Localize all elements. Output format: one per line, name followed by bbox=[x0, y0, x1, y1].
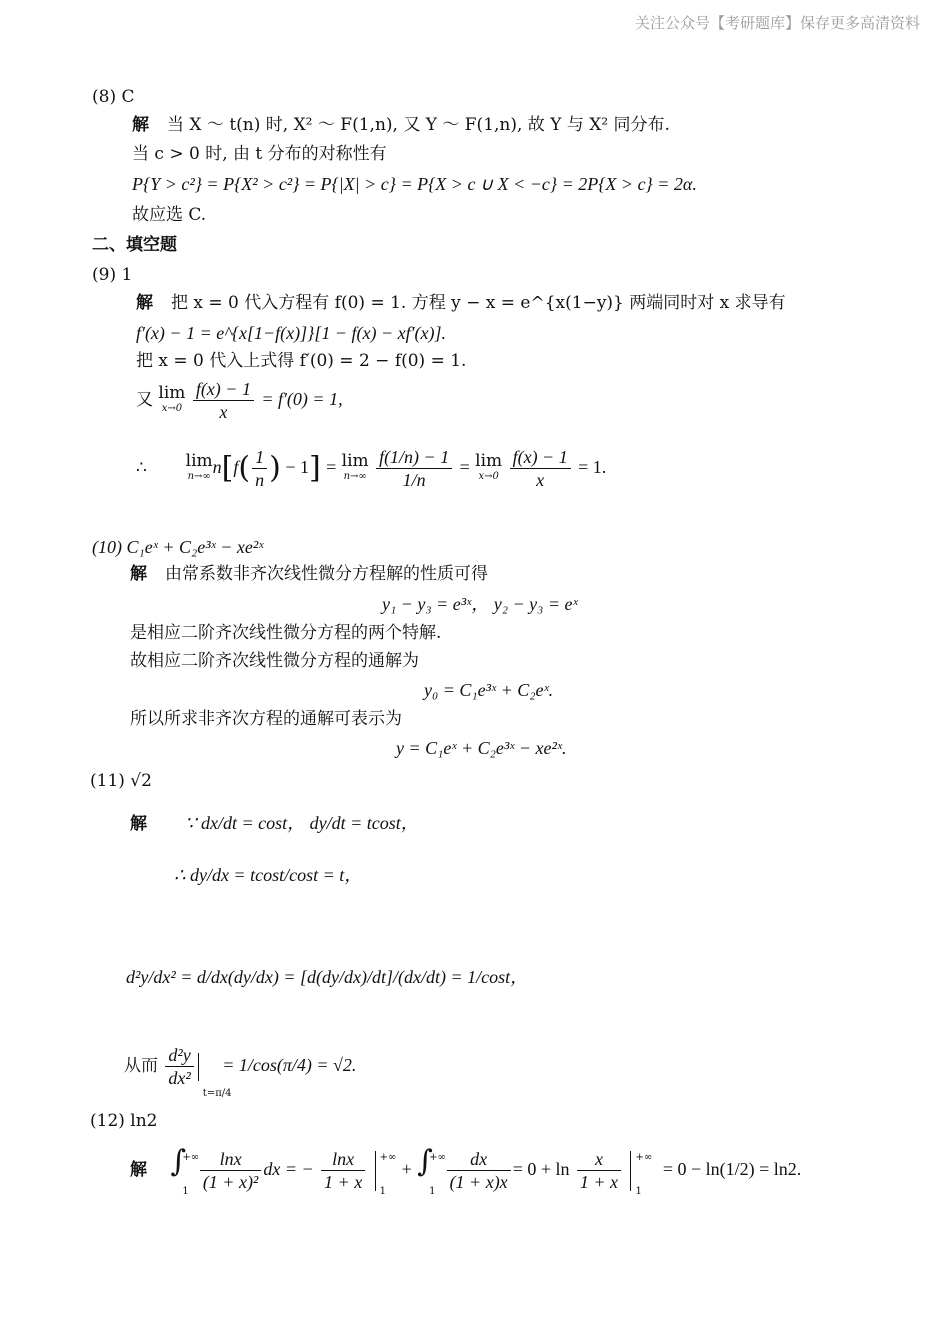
q12-eval-bar-2: +∞ 1 bbox=[630, 1151, 657, 1191]
q8-jie-label: 解 bbox=[132, 115, 149, 135]
q10-line-4: 故相应二阶齐次线性微分方程的通解为 bbox=[130, 651, 419, 671]
q11-line-4: 从而 $\frac{\text{d²y}}{\text{dx²}}$ t=π/4 = 1/cos(π/4) = √2. bbox=[124, 1045, 357, 1099]
q10-line-2: y₁ − y₃ = e³ˣ， y₂ − y₃ = eˣ bbox=[382, 594, 578, 614]
q10-heading: (10) C₁eˣ + C₂e³ˣ − xe²ˣ bbox=[92, 537, 264, 557]
q11-jie-label: 解 bbox=[130, 814, 147, 834]
q8-line-3: P{Y > c²} = P{X² > c²} = P{|X| > c} = P{X > c ∪ X < −c} = 2P{X > c} = 2α. bbox=[132, 174, 697, 194]
q8-heading: (8) C bbox=[92, 87, 135, 107]
q9-heading: (9) 1 bbox=[92, 265, 133, 285]
q10-line-1-text: 由常系数非齐次线性微分方程解的性质可得 bbox=[165, 564, 488, 584]
q12-integral-1: ∫ +∞ 1 bbox=[170, 1143, 200, 1197]
q9-line-4 bbox=[136, 378, 343, 423]
q12-integral-2: ∫ +∞ 1 bbox=[417, 1143, 446, 1197]
q9-line-5-frac2-num: f(x) − 1 bbox=[510, 446, 571, 469]
q9-line-5-numerator: f(1/n) − 1 bbox=[376, 446, 452, 469]
q9-line-4-fraction bbox=[193, 378, 254, 423]
q9-jie-label: 解 bbox=[136, 293, 153, 313]
q10-jie-label: 解 bbox=[130, 564, 147, 584]
q11-line-4-text: = 1/cos(π/4) = √2. bbox=[222, 1055, 357, 1075]
q8-line-4: 故应选 C. bbox=[132, 205, 207, 225]
q9-lim-operator: lim x→0 bbox=[158, 382, 186, 414]
q11-line-3: d²y/dx² = d/dx(dy/dx) = [d(dy/dx)/dt]/(dx/dt) = 1/cost， bbox=[126, 967, 529, 987]
watermark: 关注公众号【考研题库】保存更多高清资料 bbox=[634, 14, 920, 32]
q9-line-5-fraction: $\frac{f(1/n) - 1}{1/n}$ bbox=[376, 446, 452, 491]
q11-line-1 bbox=[130, 812, 419, 835]
q12-eval-bar-1: +∞ 1 bbox=[375, 1151, 402, 1191]
q8-line-1-text: 当 X ～ t(n) 时, X² ～ F(1,n), 又 Y ～ F(1,n), 故 Y 与 X² 同分布. bbox=[167, 115, 670, 135]
q9-line-4-rhs: = f′(0) = 1, bbox=[261, 389, 343, 409]
q11-line-2: ∴ dy/dx = tcost/cost = t， bbox=[174, 865, 363, 885]
q12-heading: (12) ln2 bbox=[90, 1111, 158, 1131]
q9-line-4-denominator: x bbox=[219, 402, 228, 422]
q9-lim-x: lim x→0 bbox=[475, 450, 503, 482]
q11-line-1-text: ∵ dx/dt = cost， dy/dt = tcost， bbox=[185, 813, 419, 833]
q12-line-1-rhs: = 0 − ln(1/2) = ln2. bbox=[662, 1159, 802, 1179]
q9-line-5-rhs: = 1. bbox=[578, 457, 607, 477]
q9-line-1 bbox=[136, 292, 786, 314]
section-title: 二、填空题 bbox=[92, 235, 177, 255]
q9-line-2: f′(x) − 1 = e^{x[1−f(x)]}[1 − f(x) − xf′(x)]. bbox=[136, 323, 446, 343]
q9-therefore: ∴ bbox=[136, 458, 147, 478]
q12-jie-label: 解 bbox=[130, 1160, 147, 1180]
q9-line-4-prefix: 又 bbox=[136, 390, 153, 410]
q12-line-1: 解 ∫ +∞ 1 $\frac{\ln x}{\text{(1 + x)²}}$ dx = − $\frac{\ln x}{1 + x}$ +∞ 1 + ∫ +∞ 1 $\frac{dx}{(1 + x)x}$ = 0 + ln $\frac{x}{1 + x}$ +∞ 1 = 0 − ln(1/2) = ln2. bbox=[130, 1143, 802, 1197]
q11-line-4-prefix: 从而 bbox=[124, 1056, 158, 1076]
q9-lim-n-2: lim n→∞ bbox=[341, 450, 369, 482]
q11-heading: (11) √2 bbox=[90, 771, 152, 791]
q9-line-4-numerator: f(x) − 1 bbox=[193, 378, 254, 401]
q8-line-1 bbox=[132, 114, 670, 136]
q10-line-7: y = C₁eˣ + C₂e³ˣ − xe²ˣ. bbox=[396, 738, 567, 758]
q9-line-5: ∴ lim n→∞ n[f( $\frac{1}{n}$ ) − 1] = lim n→∞ $\frac{f(1/n) - 1}{1/n}$ = lim x→0 $\frac{f(x) - 1}{x}$ = 1. bbox=[136, 447, 607, 490]
q10-line-6: 所以所求非齐次方程的通解可表示为 bbox=[130, 709, 402, 729]
q10-line-5: y₀ = C₁e³ˣ + C₂eˣ. bbox=[424, 680, 554, 700]
q9-line-5-frac2-den: x bbox=[536, 470, 545, 490]
q10-line-1 bbox=[130, 563, 488, 585]
q9-line-1-text: 把 x = 0 代入方程有 f(0) = 1. 方程 y − x = e^{x(1−y)} 两端同时对 x 求导有 bbox=[171, 293, 786, 313]
q10-line-3: 是相应二阶齐次线性微分方程的两个特解. bbox=[130, 623, 442, 643]
q9-line-3: 把 x = 0 代入上式得 f′(0) = 2 − f(0) = 1. bbox=[136, 351, 467, 371]
q9-lim-n: lim n→∞ bbox=[185, 450, 213, 482]
q8-line-2: 当 c > 0 时, 由 t 分布的对称性有 bbox=[132, 144, 387, 164]
